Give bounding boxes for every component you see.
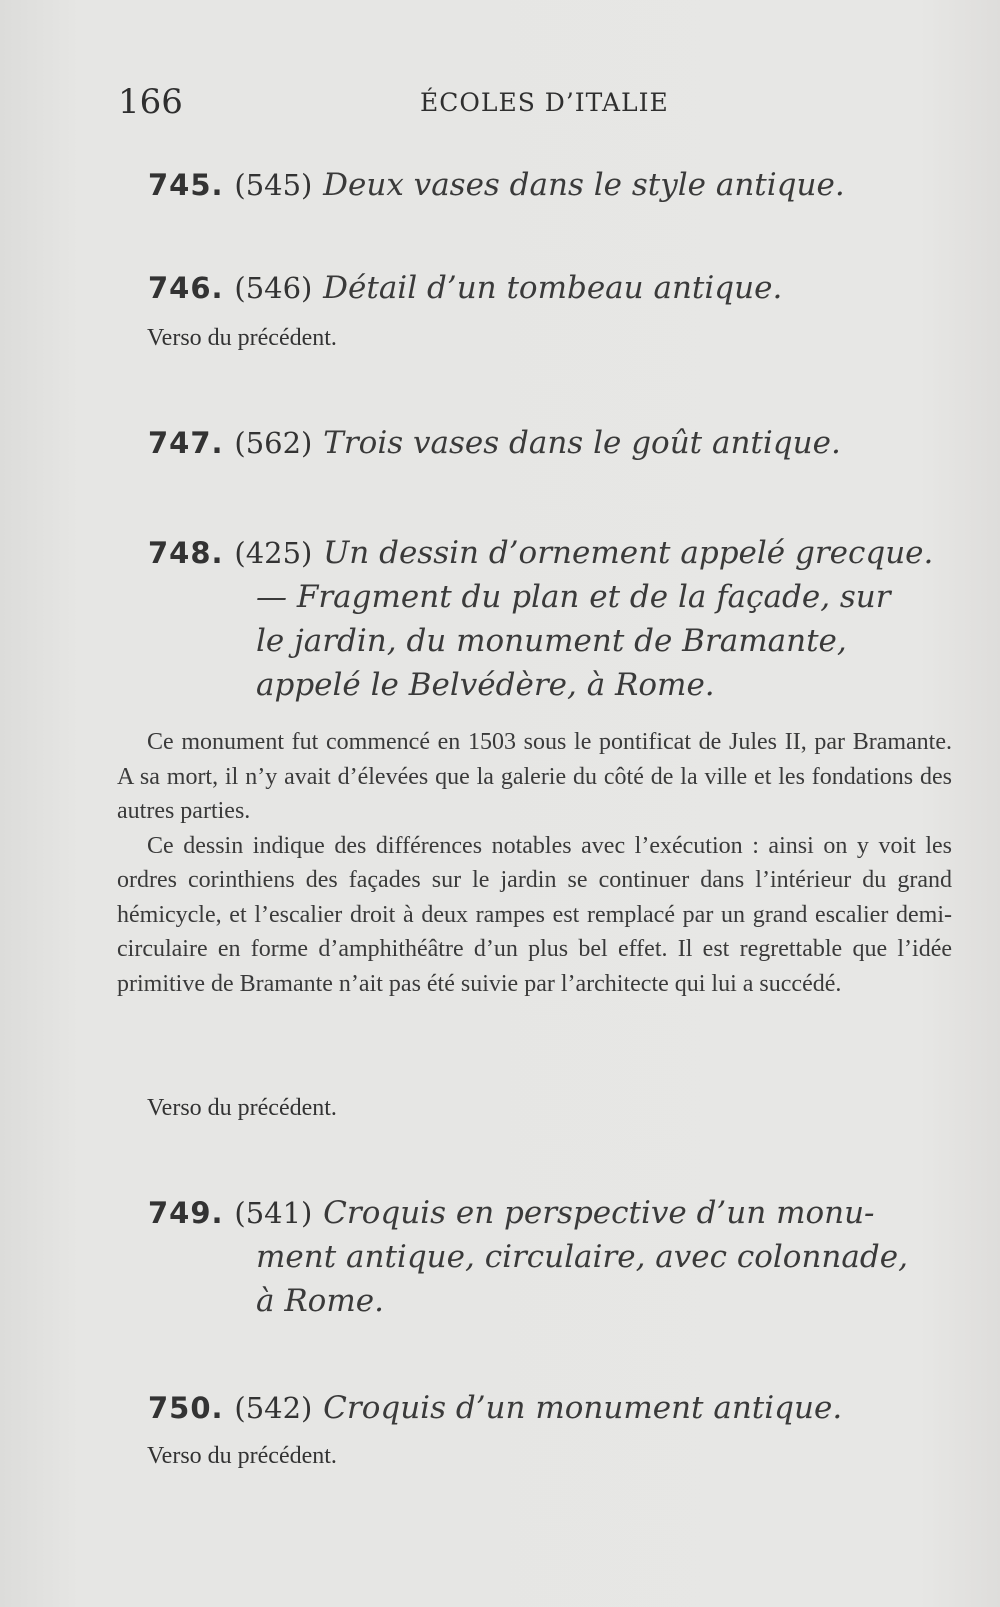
entry-title-line: Un dessin d’ornement appelé grecque. xyxy=(323,535,934,571)
verso-note: Verso du précédent. xyxy=(147,1443,337,1469)
entry-number: 750. xyxy=(148,1391,224,1425)
page-number: 166 xyxy=(118,82,183,122)
catalog-entry-750 xyxy=(148,1385,948,1430)
entry-reference: (546) xyxy=(234,271,313,305)
entry-number: 747. xyxy=(148,426,224,460)
running-title: ÉCOLES D’ITALIE xyxy=(420,88,669,117)
description-paragraph: Ce dessin indique des différences notables avec l’exécution : ainsi on y voit les ordres corinthiens des façades sur le jardin se continuer dans l’intérieur du grand hémicycle, et l’escalier droit à deux rampes est remplacé par un grand escalier demi-circulaire en forme d’amphithéâtre d’un plus bel effet. Il est regrettable que l’idée primitive de Bramante n’ait pas été suivie par l’architecte qui lui a succédé. xyxy=(117,832,952,997)
entry-description xyxy=(117,725,952,1001)
catalog-entry-748 xyxy=(148,530,948,707)
entry-reference: (425) xyxy=(234,536,313,570)
catalog-entry-749 xyxy=(148,1190,948,1323)
entry-number: 745. xyxy=(148,168,224,202)
verso-note: Verso du précédent. xyxy=(147,1095,337,1121)
entry-title-line: Croquis en perspective d’un monu- xyxy=(323,1195,875,1231)
entry-title: Détail d’un tombeau antique. xyxy=(323,270,783,306)
entry-title: Trois vases dans le goût antique. xyxy=(323,425,841,461)
entry-reference: (562) xyxy=(234,426,313,460)
entry-number: 748. xyxy=(148,536,224,570)
entry-title-line: ment antique, circulaire, avec colonnade, xyxy=(256,1239,908,1275)
verso-note: Verso du précédent. xyxy=(147,325,337,351)
entry-title: Croquis d’un monument antique. xyxy=(323,1390,843,1426)
entry-title-line: le jardin, du monument de Bramante, xyxy=(256,623,847,659)
description-paragraph: Ce monument fut commencé en 1503 sous le pontificat de Jules II, par Bramante. A sa mort, il n’y avait d’élevées que la galerie du côté de la ville et les fondations des autres parties. xyxy=(117,729,952,824)
entry-title: Deux vases dans le style antique. xyxy=(323,167,845,203)
catalog-entry-747 xyxy=(148,420,948,465)
entry-title-line: — Fragment du plan et de la façade, sur xyxy=(256,579,891,615)
entry-reference: (541) xyxy=(234,1196,313,1230)
catalog-entry-746 xyxy=(148,265,948,310)
entry-number: 749. xyxy=(148,1196,224,1230)
entry-number: 746. xyxy=(148,271,224,305)
catalog-entry-745 xyxy=(148,162,948,207)
entry-title-line: appelé le Belvédère, à Rome. xyxy=(256,667,715,703)
entry-reference: (545) xyxy=(234,168,313,202)
entry-reference: (542) xyxy=(234,1391,313,1425)
entry-title-line: à Rome. xyxy=(256,1283,384,1319)
page-header xyxy=(118,82,948,132)
